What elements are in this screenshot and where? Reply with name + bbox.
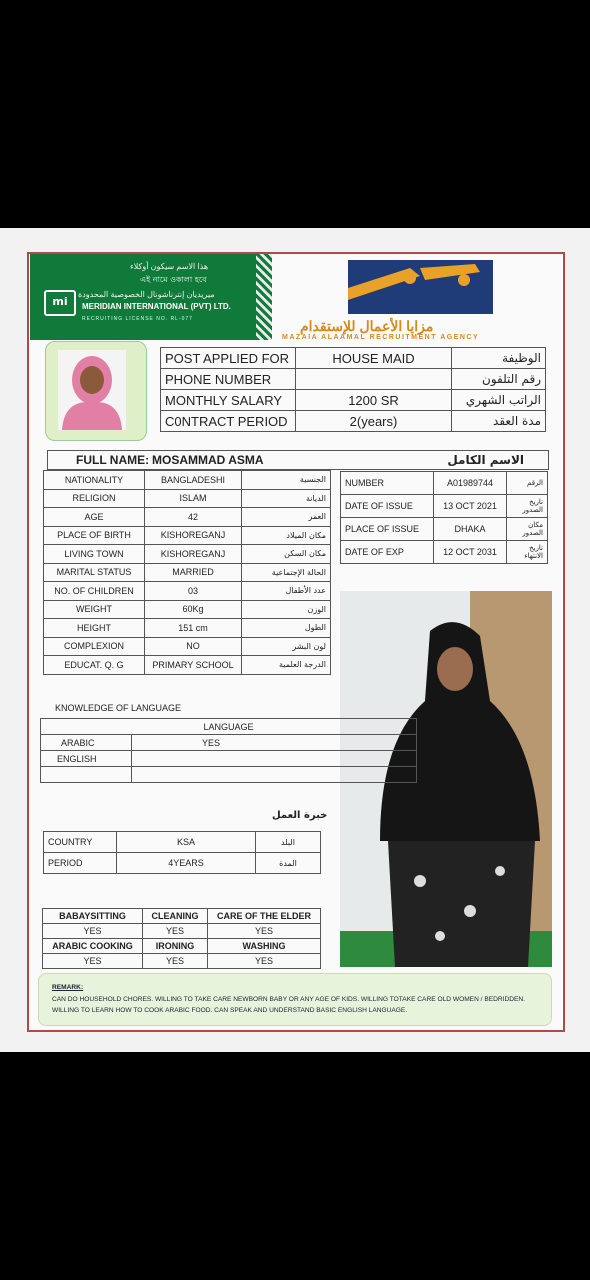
skill-value: YES bbox=[43, 954, 143, 969]
salary-value: 1200 SR bbox=[296, 390, 452, 411]
language-value bbox=[132, 767, 417, 783]
passport-arabic: الرقم bbox=[507, 472, 548, 495]
personal-label: LIVING TOWN bbox=[44, 545, 145, 564]
language-name: ENGLISH bbox=[41, 751, 132, 767]
passport-arabic: تاريخ الانتهاء bbox=[507, 541, 548, 564]
job-info-table bbox=[160, 347, 546, 432]
full-name-arabic: الاسم الكامل bbox=[447, 453, 524, 467]
skill-name: BABAYSITTING bbox=[43, 909, 143, 924]
personal-value: 42 bbox=[145, 508, 242, 527]
personal-value: MARRIED bbox=[145, 563, 242, 582]
portrait-figure-icon bbox=[58, 350, 126, 430]
table-row bbox=[43, 954, 321, 969]
cv-sheet bbox=[0, 228, 590, 1052]
header-bengali-line: এই নামে ওকালা হবে bbox=[140, 275, 207, 284]
skill-value: YES bbox=[143, 954, 208, 969]
table-row bbox=[44, 600, 331, 619]
personal-label: PLACE OF BIRTH bbox=[44, 526, 145, 545]
skill-name: CARE OF THE ELDER bbox=[208, 909, 321, 924]
agency-arabic-name: مزايا الأعمال للإستقدام bbox=[300, 318, 434, 334]
language-value bbox=[132, 751, 417, 767]
passport-label: PLACE OF ISSUE bbox=[341, 518, 434, 541]
passport-value: 12 OCT 2031 bbox=[434, 541, 507, 564]
table-row bbox=[341, 518, 548, 541]
passport-value: A01989744 bbox=[434, 472, 507, 495]
full-name-row bbox=[47, 450, 549, 470]
personal-arabic: العمر bbox=[242, 508, 331, 527]
table-row bbox=[44, 853, 321, 874]
table-row bbox=[161, 411, 546, 432]
passport-value: 13 OCT 2021 bbox=[434, 495, 507, 518]
skills-table bbox=[42, 908, 321, 969]
portrait-photo bbox=[45, 341, 147, 441]
contract-value: 2(years) bbox=[296, 411, 452, 432]
personal-arabic: الوزن bbox=[242, 600, 331, 619]
table-row bbox=[44, 545, 331, 564]
personal-arabic: الجنسية bbox=[242, 471, 331, 490]
phone-arabic: رقم التلفون bbox=[452, 369, 546, 390]
personal-value: KISHOREGANJ bbox=[145, 526, 242, 545]
language-value: YES bbox=[132, 735, 417, 751]
phone-value bbox=[296, 369, 452, 390]
table-row bbox=[43, 924, 321, 939]
personal-label: COMPLEXION bbox=[44, 637, 145, 656]
table-row bbox=[41, 719, 417, 735]
table-row bbox=[41, 751, 417, 767]
experience-table bbox=[43, 831, 321, 874]
personal-value: 60Kg bbox=[145, 600, 242, 619]
personal-label: MARITAL STATUS bbox=[44, 563, 145, 582]
passport-label: DATE OF EXP bbox=[341, 541, 434, 564]
skill-value: YES bbox=[208, 954, 321, 969]
table-row bbox=[44, 526, 331, 545]
experience-value: KSA bbox=[117, 832, 256, 853]
table-row bbox=[43, 939, 321, 954]
passport-label: DATE OF ISSUE bbox=[341, 495, 434, 518]
personal-arabic: الديانة bbox=[242, 489, 331, 508]
personal-value: 03 bbox=[145, 582, 242, 601]
skill-value: YES bbox=[143, 924, 208, 939]
remark-box bbox=[38, 973, 552, 1026]
table-row bbox=[44, 582, 331, 601]
meridian-header bbox=[30, 254, 272, 340]
experience-title: خبرة العمل bbox=[272, 810, 328, 821]
table-row bbox=[44, 508, 331, 527]
table-row bbox=[44, 656, 331, 675]
skill-value: YES bbox=[43, 924, 143, 939]
passport-value: DHAKA bbox=[434, 518, 507, 541]
table-row bbox=[41, 767, 417, 783]
language-table bbox=[40, 718, 417, 783]
header-arabic-line: هذا الاسم سيكون أوكلاء bbox=[130, 262, 209, 271]
pattern-strip bbox=[256, 254, 272, 340]
post-arabic: الوظيفة bbox=[452, 348, 546, 369]
table-row bbox=[161, 390, 546, 411]
remark-label: REMARK: bbox=[52, 984, 84, 991]
agency-english-name: MAZAIA ALAAMAL RECRUITMENT AGENCY bbox=[282, 334, 480, 341]
personal-arabic: الطول bbox=[242, 619, 331, 638]
contract-label: C0NTRACT PERIOD bbox=[161, 411, 296, 432]
passport-table bbox=[340, 471, 548, 564]
contract-arabic: مدة العقد bbox=[452, 411, 546, 432]
personal-value: ISLAM bbox=[145, 489, 242, 508]
skill-name: CLEANING bbox=[143, 909, 208, 924]
post-value: HOUSE MAID bbox=[296, 348, 452, 369]
table-row bbox=[161, 348, 546, 369]
passport-label: NUMBER bbox=[341, 472, 434, 495]
personal-arabic: عدد الأطفال bbox=[242, 582, 331, 601]
table-row bbox=[44, 637, 331, 656]
salary-label: MONTHLY SALARY bbox=[161, 390, 296, 411]
skill-name: ARABIC COOKING bbox=[43, 939, 143, 954]
skill-value: YES bbox=[208, 924, 321, 939]
language-name bbox=[41, 767, 132, 783]
company-name: MERIDIAN INTERNATIONAL (PVT) LTD. bbox=[82, 302, 231, 311]
table-row bbox=[44, 471, 331, 490]
post-label: POST APPLIED FOR bbox=[161, 348, 296, 369]
table-row bbox=[161, 369, 546, 390]
personal-arabic: مكان الميلاد bbox=[242, 526, 331, 545]
personal-arabic: الدرجة العلمية bbox=[242, 656, 331, 675]
table-row bbox=[341, 472, 548, 495]
table-row bbox=[44, 832, 321, 853]
experience-label: PERIOD bbox=[44, 853, 117, 874]
personal-value: PRIMARY SCHOOL bbox=[145, 656, 242, 675]
personal-info-table bbox=[43, 470, 331, 675]
phone-label: PHONE NUMBER bbox=[161, 369, 296, 390]
language-name: ARABIC bbox=[41, 735, 132, 751]
header-arabic-company: ميريديان إنترناشونال الخصوصية المحدودة bbox=[78, 290, 215, 299]
salary-arabic: الراتب الشهري bbox=[452, 390, 546, 411]
remark-text: CAN DO HOUSEHOLD CHORES. WILLING TO TAKE CARE NEWBORN BABY OR ANY AGE OF KIDS. WILLING TOTAKE CARE OLD WOMEN / BEDRIDDEN. WILLING TO LEARN HOW TO COOK ARABIC FOOD. CAN SPEAK AND UNDERSTAND BASIC ENGLISH LANGUAGE. bbox=[52, 996, 526, 1014]
meridian-logo-icon: mi bbox=[44, 290, 76, 316]
experience-value: 4YEARS bbox=[117, 853, 256, 874]
full-name-label: FULL NAME: bbox=[76, 453, 150, 467]
personal-label: HEIGHT bbox=[44, 619, 145, 638]
skill-name: IRONING bbox=[143, 939, 208, 954]
personal-label: WEIGHT bbox=[44, 600, 145, 619]
personal-arabic: مكان السكن bbox=[242, 545, 331, 564]
personal-arabic: الحالة الإجتماعية bbox=[242, 563, 331, 582]
personal-value: 151 cm bbox=[145, 619, 242, 638]
table-row bbox=[341, 495, 548, 518]
experience-label: COUNTRY bbox=[44, 832, 117, 853]
personal-label: EDUCAT. Q. G bbox=[44, 656, 145, 675]
experience-arabic: البلد bbox=[256, 832, 321, 853]
table-row bbox=[341, 541, 548, 564]
language-header: LANGUAGE bbox=[41, 719, 417, 735]
personal-label: NO. OF CHILDREN bbox=[44, 582, 145, 601]
personal-label: RELIGION bbox=[44, 489, 145, 508]
personal-arabic: لون البشر bbox=[242, 637, 331, 656]
table-row bbox=[41, 735, 417, 751]
personal-label: AGE bbox=[44, 508, 145, 527]
personal-value: BANGLADESHI bbox=[145, 471, 242, 490]
table-row bbox=[44, 489, 331, 508]
personal-label: NATIONALITY bbox=[44, 471, 145, 490]
license-number: RECRUITING LICENSE NO. RL-077 bbox=[82, 316, 193, 322]
passport-arabic: مكان الصدور bbox=[507, 518, 548, 541]
table-row bbox=[44, 563, 331, 582]
agency-logo-icon bbox=[340, 258, 500, 318]
table-row bbox=[43, 909, 321, 924]
skill-name: WASHING bbox=[208, 939, 321, 954]
personal-value: KISHOREGANJ bbox=[145, 545, 242, 564]
personal-value: NO bbox=[145, 637, 242, 656]
experience-arabic: المدة bbox=[256, 853, 321, 874]
language-title: KNOWLEDGE OF LANGUAGE bbox=[55, 703, 182, 713]
full-name-value: MOSAMMAD ASMA bbox=[152, 453, 264, 467]
table-row bbox=[44, 619, 331, 638]
passport-arabic: تاريخ الصدور bbox=[507, 495, 548, 518]
